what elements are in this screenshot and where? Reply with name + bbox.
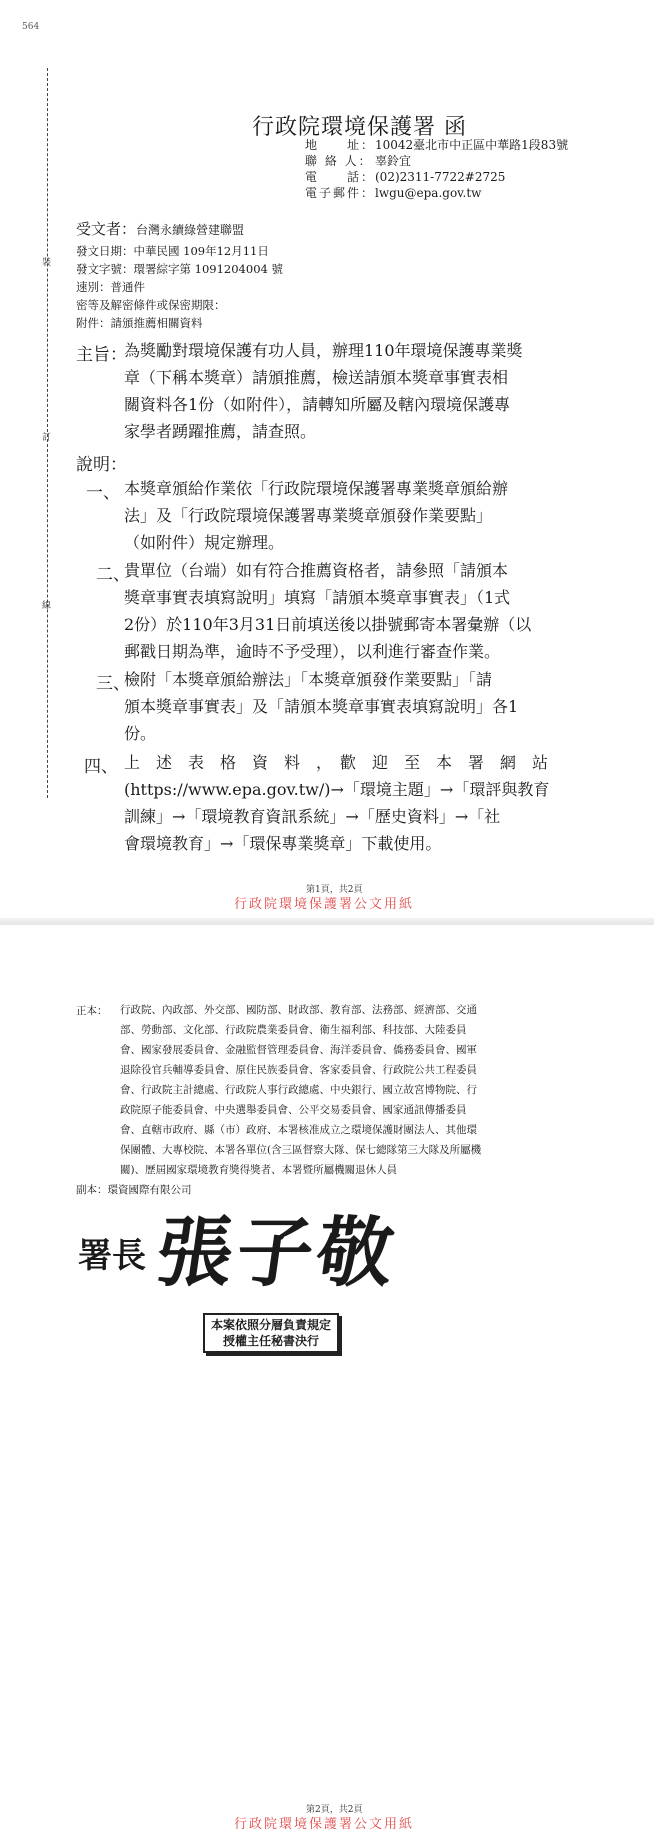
security-level: 密等及解密條件或保密期限： [76,298,226,312]
description-item: 貴單位（台端）如有符合推薦資格者，請參照「請頒本 獎章事實表填寫說明」填寫「請頒本獎章事實表」（1式 2份）於110年3月31日前填送後以掛號郵寄本署彙辦（以 郵戳日期為準，逾時不予受理），以利進行審查作業。 [124,561,532,661]
official-paper-stamp: 行政院環境保護署公文用紙 [234,1817,415,1832]
urgency: 速別：普通件 [76,280,145,294]
item-number: 一、 [86,483,120,503]
subject-label: 主旨： [76,345,127,365]
issue-date: 發文日期：中華民國 109年12月11日 [76,244,269,258]
contact-person: 聯 絡 人： 辜鈴宜 [305,154,412,168]
attachment: 附件：請頒推薦相關資料 [76,316,203,330]
item-number: 三、 [96,674,130,694]
cc-recipients: 行政院、內政部、外交部、國防部、財政部、教育部、法務部、經濟部、交通 部、勞動部、文化部、行政院農業委員會、衛生福利部、科技部、大陸委員 會、國家發展委員會、金融監督管理委員會、海洋委員會、僑務委員會、國軍 退除役官兵輔導委員會、原住民族委員會、客家委員會、行政院公共工程委員 會、行政院主計總處、行政院人事行政總處、中央銀行、國立故宮博物院、行 政院原子能委員會、中央選舉委員會、公平交易委員會、國家通訊傳播委員 會、直轄市政府、縣（市）政府、本署核准成立之環境保護財團法人、其他環 保團體、大專校院、本署各單位(含三區督察大隊、保七總隊第三大隊及所屬機 關)、歷屆國家環境教育獎得獎者、本署暨所屬機關退休人員 [120,1004,482,1176]
copy-line: 副本：環資國際有限公司 [76,1184,192,1196]
cc-label: 正本： [76,1005,108,1017]
item-number: 二、 [96,565,130,585]
org-title: 行政院環境保護署 函 [252,115,467,140]
description-item: 檢附「本獎章頒給辦法」「本獎章頒發作業要點」「請 頒本獎章事實表」及「請頒本獎章事實表填寫說明」各1 份。 [124,670,519,743]
binding-mark: 線 [42,601,52,611]
signature: 張子敬 [150,1208,404,1297]
contact-email: 電子郵件：lwgu@epa.gov.tw [305,186,482,200]
item-number: 四、 [84,757,118,777]
description-item: 上 述 表 格 資 料 ， 歡 迎 至 本 署 網 站 (https://www.epa.gov.tw/)→「環境主題」→「環評與教育 訓練」→「環境教育資訊系統」→「歷史資料」→「社 會環境教育」→「環保專業獎章」下載使用。 [124,753,550,853]
contact-phone: 電 話：(02)2311-7722#2725 [305,170,506,184]
subject-text: 為獎勵對環境保護有功人員，辦理110年環境保護專業獎 章（下稱本獎章）請頒推薦，檢送請頒本獎章事實表相 關資料各1份（如附件），請轉知所屬及轄內環境保護專 家學者踴躍推薦，請查照。 [124,341,523,441]
description-label: 說明： [76,455,127,475]
description-item: 本獎章頒給作業依「行政院環境保護署專業獎章頒給辦 法」及「行政院環境保護署專業獎章頒發作業要點」 （如附件）規定辦理。 [124,479,509,552]
doc-number: 發文字號：環署綜字第 1091204004 號 [76,262,283,276]
binding-mark: 訂 [42,433,52,443]
document-page-1 [0,0,654,918]
signatory-title: 署長 [78,1236,146,1276]
authorization-box: 本案依照分層負責規定 授權主任秘書決行 [203,1313,339,1353]
binding-mark: 裝 [42,258,52,268]
contact-address: 地 址：10042臺北市中正區中華路1段83號 [305,138,569,152]
page-footer-number: 第1頁，共2頁 [306,885,363,895]
page-footer-number: 第2頁，共2頁 [306,1805,363,1815]
page-separator [0,918,654,925]
official-paper-stamp: 行政院環境保護署公文用紙 [234,897,415,912]
page-number: 564 [22,22,40,32]
recipient-line: 受文者：台灣永續綠營建聯盟 [76,220,245,238]
